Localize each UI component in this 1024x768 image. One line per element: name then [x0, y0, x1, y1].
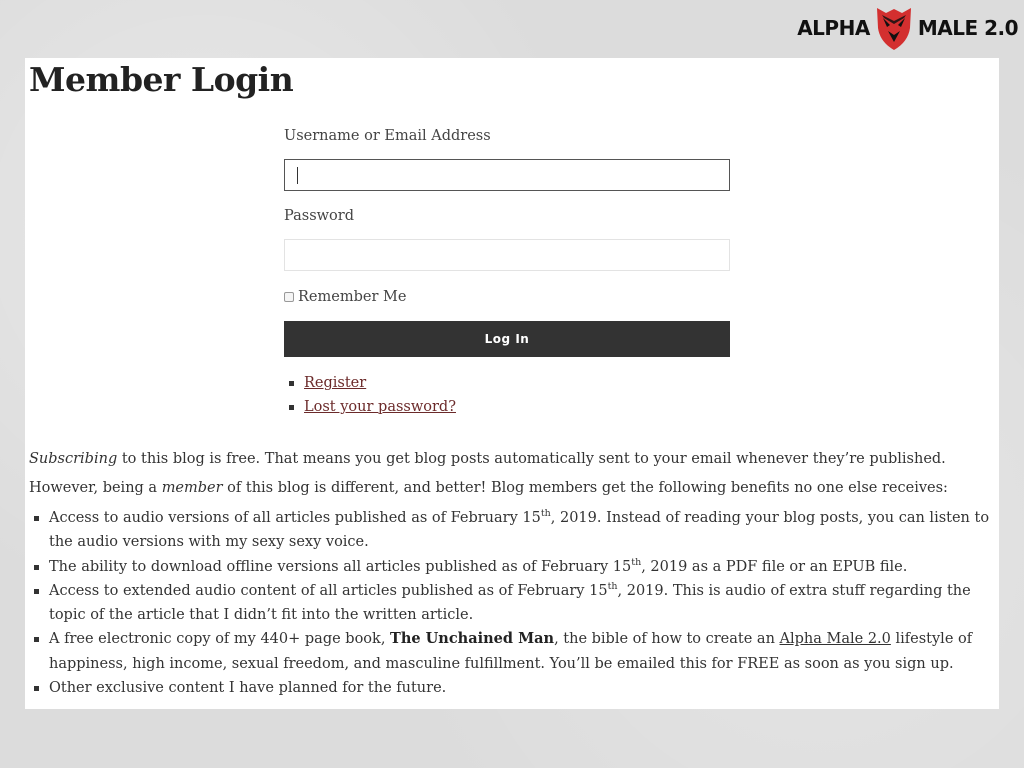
password-input[interactable]: [284, 239, 730, 271]
member-text-start: However, being a: [29, 480, 162, 496]
benefit-text: , 2019. This is audio of extra stuff regarding the topic of the article that I didn’t fit into the written article.: [49, 582, 971, 624]
member-text-rest: of this blog is different, and better! Blog members get the following benefits no one else receives:: [222, 480, 948, 496]
benefits-list: [29, 506, 991, 700]
page-title: Member Login: [29, 60, 294, 99]
benefit-text: lifestyle of happiness, high income, sexual freedom, and masculine fulfillment. You’ll be emailed this for FREE as soon as you sign up.: [49, 631, 973, 672]
ordinal-suffix: th: [631, 556, 642, 568]
list-item: [304, 396, 730, 420]
ordinal-suffix: th: [607, 580, 618, 592]
alpha-male-link[interactable]: Alpha Male 2.0: [779, 631, 891, 648]
benefit-text: A free electronic copy of my 440+ page book,: [49, 631, 391, 648]
list-item: [304, 372, 730, 396]
logo-text-left: ALPHA: [797, 16, 870, 40]
benefit-text: The ability to download offline versions all articles published as of February 15: [49, 558, 632, 575]
benefit-text: Access to extended audio content of all articles published as of February 15: [49, 582, 608, 599]
login-form: [284, 128, 730, 420]
benefit-text: Other exclusive content I have planned for the future.: [49, 680, 447, 697]
text-caret: [297, 167, 298, 184]
remember-me-row[interactable]: [284, 286, 730, 308]
subscribing-emphasis: Subscribing: [29, 451, 118, 467]
subscribing-text: to this blog is free. That means you get blog posts automatically sent to your email whenever they’re published.: [117, 451, 946, 467]
ordinal-suffix: th: [540, 508, 551, 519]
content-card: [25, 58, 999, 709]
benefit-item: [49, 555, 991, 579]
password-label: Password: [284, 208, 354, 224]
log-in-button[interactable]: Log In: [284, 321, 730, 357]
register-link[interactable]: Register: [304, 375, 367, 391]
benefit-text: , 2019. Instead of reading your blog posts, you can listen to the audio versions with my sexy sexy voice.: [49, 510, 990, 551]
username-label: Username or Email Address: [284, 128, 491, 144]
remember-me-label[interactable]: Remember Me: [298, 289, 407, 305]
logo-text-right: MALE 2.0: [917, 16, 1018, 40]
lost-password-link[interactable]: Lost your password?: [304, 399, 456, 415]
member-emphasis: member: [161, 480, 223, 496]
benefit-text: , the bible of how to create an: [554, 631, 780, 648]
benefit-item: [49, 506, 991, 555]
benefit-item: [49, 627, 991, 676]
remember-me-checkbox[interactable]: [284, 292, 294, 302]
subscribing-paragraph: [29, 447, 991, 471]
benefit-text: Access to audio versions of all articles published as of February 15: [49, 510, 541, 526]
member-paragraph: [29, 476, 991, 500]
benefit-text: , 2019 as a PDF file or an EPUB file.: [641, 558, 908, 575]
alpha-male-logo: [797, 4, 1018, 52]
membership-description: [29, 447, 991, 700]
wolf-shield-icon: [874, 4, 914, 52]
benefit-item: [49, 676, 991, 700]
login-links: [284, 372, 730, 420]
book-title: The Unchained Man: [390, 630, 555, 648]
benefit-item: [49, 579, 991, 628]
username-input[interactable]: [284, 159, 730, 191]
